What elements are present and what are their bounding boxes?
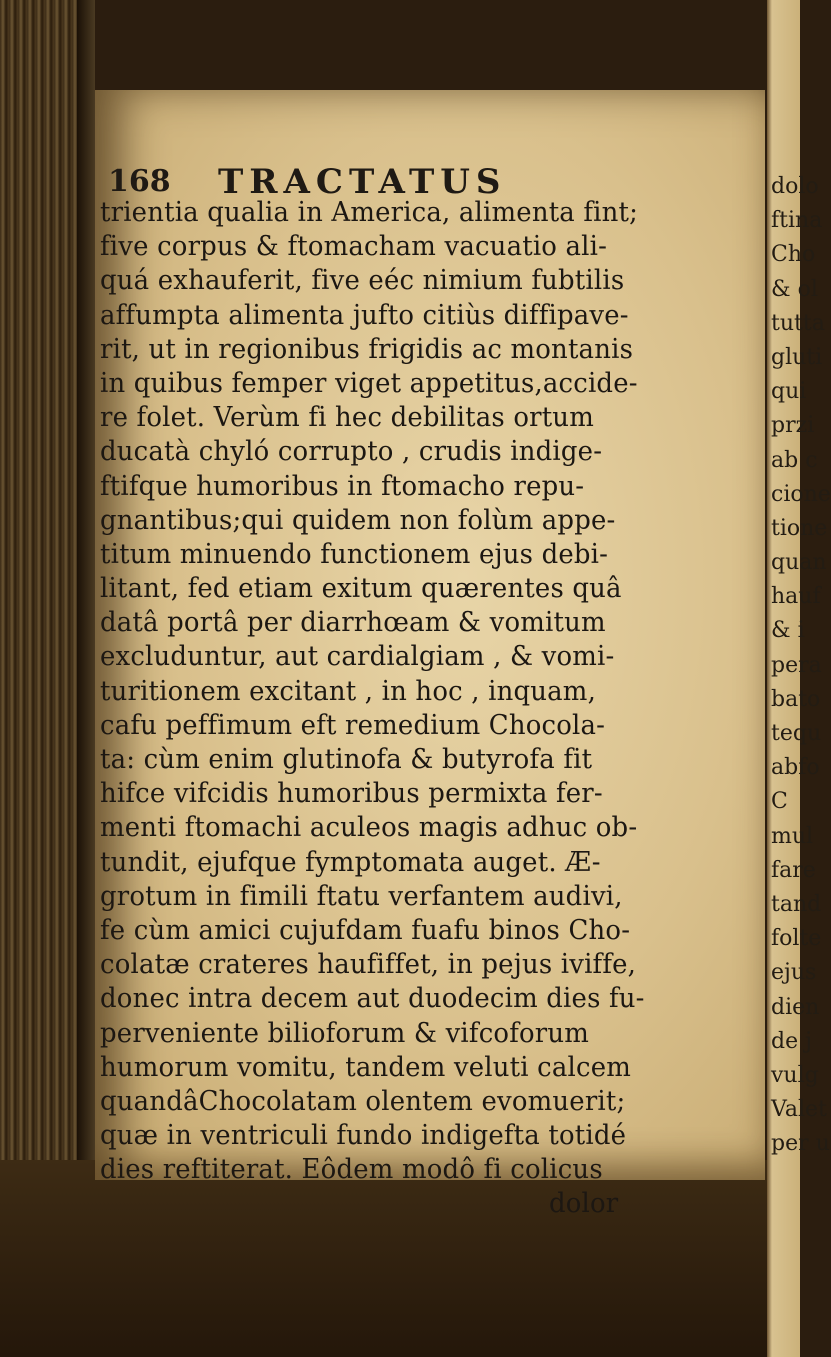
text-line: affumpta alimenta jufto citiùs diffipave-: [100, 299, 629, 331]
text-line: in quibus femper viget appetitus,accide-: [100, 367, 638, 399]
text-line: cafu peffimum eft remedium Chocola-: [100, 709, 606, 741]
text-line: ducatà chyló corrupto , crudis indige-: [100, 436, 603, 468]
fragment-line: per u: [771, 1131, 830, 1157]
fragment-line: tand: [771, 891, 822, 917]
book-left-edge: [0, 0, 95, 1357]
text-line: colatæ crateres haufiffet, in pejus iviffe,: [100, 949, 637, 981]
fragment-line: ab c: [771, 447, 818, 473]
text-line: humorum vomitu, tandem veluti calcem: [100, 1051, 632, 1083]
fragment-line: de j: [771, 1028, 812, 1054]
text-line: perveniente bilioforum & vifcoforum: [100, 1017, 590, 1049]
text-line: re folet. Verùm fi hec debilitas ortum: [100, 402, 594, 434]
fragment-line: cione: [771, 481, 831, 507]
fragment-line: abfo: [771, 755, 820, 781]
fragment-line: folte: [771, 926, 822, 952]
fragment-line: & i: [771, 618, 805, 644]
text-line: dies reftiterat. Eôdem modô fi colicus: [100, 1154, 603, 1186]
text-line: gnantibus;qui quidem non folùm appe-: [100, 504, 616, 536]
text-line: menti ftomachi aculeos magis adhuc ob-: [100, 812, 638, 844]
fragment-line: mul: [771, 823, 814, 849]
running-title: TRACTATUS: [218, 162, 507, 202]
text-line: hifce vifcidis humoribus permixta fer-: [100, 778, 603, 810]
fragment-line: tequ: [771, 721, 822, 746]
fragment-line: C: [771, 789, 788, 815]
text-line: datâ portâ per diarrhœam & vomitum: [100, 607, 606, 639]
fragment-line: ejus: [771, 960, 817, 986]
fragment-line: vulg: [771, 1062, 819, 1088]
text-line: donec intra decem aut duodecim dies fu-: [100, 983, 645, 1015]
text-line: rit, ut in regionibus frigidis ac montanis: [100, 333, 634, 365]
fragment-line: fare: [771, 857, 816, 883]
fragment-line: hauf: [771, 584, 821, 610]
facing-page-edge: [767, 0, 831, 1357]
facing-page-fragments: [771, 170, 831, 1161]
fragment-line: & ol: [771, 276, 818, 302]
text-line: five corpus & ftomacham vacuatio ali-: [100, 231, 608, 263]
fragment-line: dien: [771, 994, 820, 1020]
text-line: ftifque humoribus in ftomacho repu-: [100, 470, 585, 502]
text-line: quandâChocolatam olentem evomuerit;: [100, 1085, 626, 1117]
body-text: [100, 196, 670, 1222]
text-line: grotum in fimili ftatu verfantem audivi,: [100, 880, 623, 912]
text-line: excluduntur, aut cardialgiam , & vomi-: [100, 641, 615, 673]
fragment-line: Cho: [771, 242, 816, 268]
fragment-line: Valet: [771, 1097, 827, 1123]
fragment-line: tutta: [771, 310, 825, 336]
text-line: quá exhauferit, five eéc nimium fubtilis: [100, 265, 625, 297]
fragment-line: tione: [771, 515, 828, 541]
fragment-line: quan: [771, 550, 827, 576]
book-binding: [77, 0, 95, 1357]
page-number: 168: [108, 164, 171, 199]
fragment-line: dolo: [771, 174, 819, 199]
text-line: ta: cùm enim glutinofa & butyrofa fit: [100, 744, 593, 775]
text-line: litant, fed etiam exitum quærentes quâ: [100, 573, 622, 605]
text-line: turitionem excitant , in hoc , inquam,: [100, 675, 597, 707]
text-line: tundit, ejufque fymptomata auget. Æ-: [100, 846, 601, 878]
fragment-line: gluti: [771, 344, 823, 370]
fragment-line: bato: [771, 686, 821, 712]
fragment-line: qui: [771, 379, 807, 405]
fragment-line: przi: [771, 413, 815, 439]
fragment-line: pera: [771, 652, 822, 678]
text-line: trientia qualia in America, alimenta fint;: [100, 197, 639, 228]
fragment-line: ftina: [771, 208, 823, 234]
catchword: dolor: [548, 1188, 619, 1220]
text-line: quæ in ventriculi fundo indigefta totidé: [100, 1120, 627, 1152]
text-line: titum minuendo functionem ejus debi-: [100, 538, 609, 570]
text-line: fe cùm amici cujufdam fuafu binos Cho-: [100, 914, 631, 946]
